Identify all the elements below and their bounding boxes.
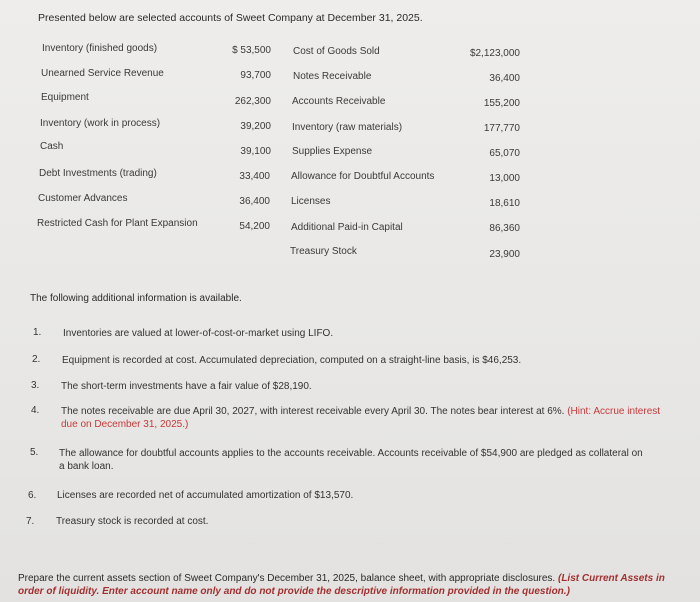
right-account-amount: 86,360 — [489, 223, 520, 234]
intro-text: Presented below are selected accounts of Sweet Company at December 31, 2025. — [38, 12, 423, 24]
right-account-name: Accounts Receivable — [292, 96, 386, 107]
right-account-name: Licenses — [291, 196, 331, 207]
left-account-name: Customer Advances — [38, 193, 128, 204]
info-item-text: Inventories are valued at lower-of-cost-or-market using LIFO. — [63, 328, 334, 339]
right-account-amount: 13,000 — [489, 173, 520, 184]
info-item-text: The allowance for doubtful accounts applies to the accounts receivable. Accounts receivable of $54,900 are pledged as collateral on a bank loan. — [59, 448, 643, 472]
left-account-name: Inventory (finished goods) — [42, 43, 158, 54]
left-account-amount: 33,400 — [239, 171, 270, 182]
left-account-name: Unearned Service Revenue — [41, 68, 164, 79]
right-account-amount: $2,123,000 — [469, 48, 520, 59]
left-account-amount: $ 53,500 — [232, 45, 271, 56]
right-account-amount: 155,200 — [483, 98, 520, 109]
hint-text: (Hint: Accrue interest due on December 31, 2025.) — [61, 406, 661, 430]
left-account-name: Cash — [40, 141, 64, 152]
right-account-amount: 23,900 — [489, 249, 520, 260]
info-item-text: Treasury stock is recorded at cost. — [56, 516, 209, 527]
right-account-amount: 36,400 — [489, 73, 520, 84]
right-account-amount: 65,070 — [489, 148, 520, 159]
info-item-number: 5. — [30, 447, 39, 458]
right-account-name: Treasury Stock — [290, 246, 357, 257]
left-account-amount: 93,700 — [240, 70, 271, 81]
left-account-amount: 54,200 — [239, 221, 270, 232]
left-account-amount: 39,100 — [240, 146, 271, 157]
prompt-emphasis: (List Current Assets in order of liquidity. Enter account name only and do not provide the descriptive information provided in the question.) — [18, 573, 665, 597]
info-item-number: 7. — [26, 516, 35, 527]
left-account-amount: 39,200 — [240, 121, 271, 132]
left-account-name: Inventory (work in process) — [40, 118, 161, 129]
right-account-amount: 177,770 — [483, 123, 520, 134]
left-account-amount: 36,400 — [239, 196, 270, 207]
right-account-amount: 18,610 — [489, 198, 520, 209]
left-account-name: Debt Investments (trading) — [39, 168, 157, 179]
info-item-number: 1. — [33, 327, 42, 338]
left-account-name: Equipment — [41, 92, 89, 103]
info-item-number: 6. — [28, 490, 37, 501]
info-item-number: 2. — [32, 354, 41, 365]
info-item-number: 4. — [31, 405, 40, 416]
info-item-text: The short-term investments have a fair value of $28,190. — [61, 381, 312, 392]
right-account-name: Allowance for Doubtful Accounts — [291, 171, 435, 182]
right-account-name: Cost of Goods Sold — [293, 46, 380, 57]
left-account-amount: 262,300 — [234, 96, 271, 107]
right-account-name: Notes Receivable — [293, 71, 372, 82]
info-item-text: Licenses are recorded net of accumulated amortization of $13,570. — [57, 490, 354, 501]
info-item-4-text: The notes receivable are due April 30, 2027, with interest receivable every April 30. The notes bear interest at 6%. — [61, 406, 565, 417]
prompt-instruction: Prepare the current assets section of Sweet Company's December 31, 2025, balance sheet, with appropriate disclosures. — [18, 573, 556, 584]
left-account-name: Restricted Cash for Plant Expansion — [37, 218, 198, 229]
right-account-name: Additional Paid-in Capital — [291, 222, 403, 233]
right-account-name: Inventory (raw materials) — [292, 122, 403, 133]
additional-info-heading: The following additional information is available. — [30, 293, 242, 304]
right-account-name: Supplies Expense — [292, 146, 373, 157]
info-item-number: 3. — [31, 380, 40, 391]
info-item-text: Equipment is recorded at cost. Accumulated depreciation, computed on a straight-line basis, is $46,253. — [62, 355, 522, 366]
info-item-text — [61, 405, 661, 431]
question-prompt — [18, 572, 678, 598]
